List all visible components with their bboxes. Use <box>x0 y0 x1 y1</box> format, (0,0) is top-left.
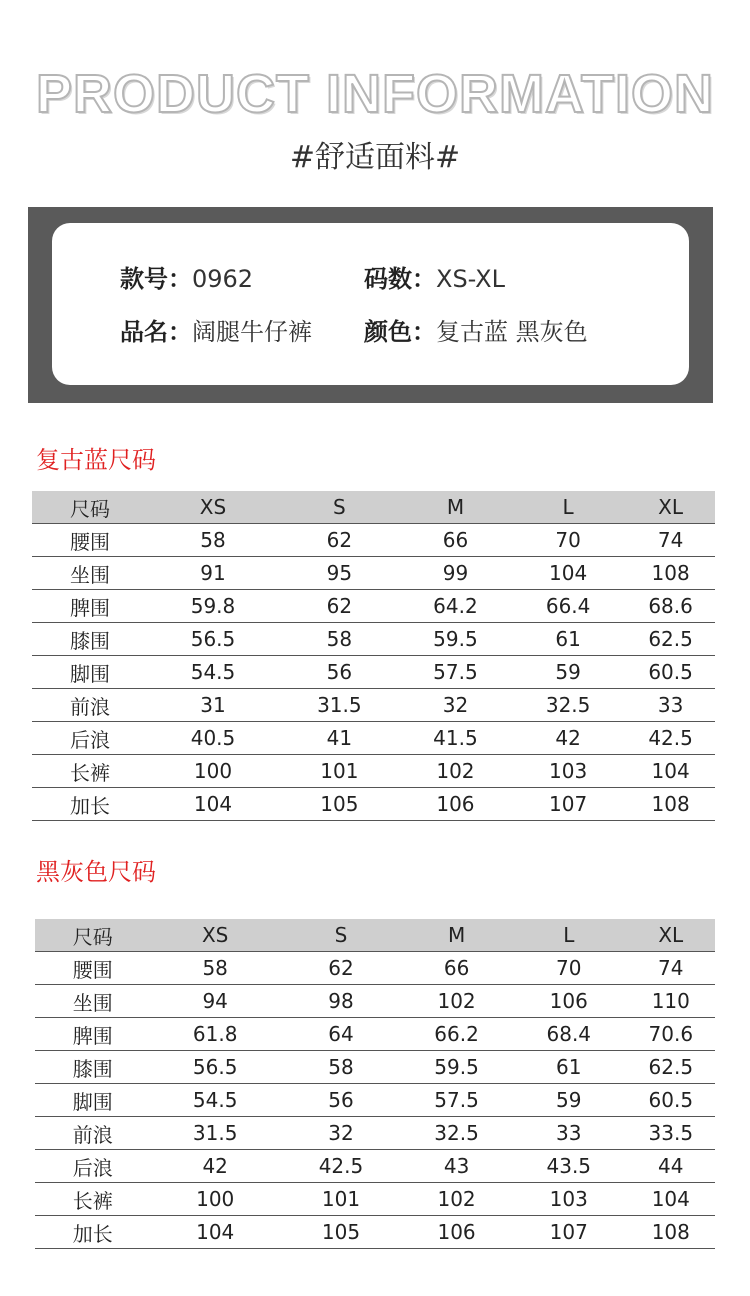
size-range <box>364 263 505 295</box>
row-label: 前浪 <box>32 689 148 722</box>
table-cell: 66 <box>401 524 510 557</box>
table-row <box>32 557 715 590</box>
table-cell: 31 <box>148 689 278 722</box>
table-cell: 42 <box>510 722 626 755</box>
table-cell: 32 <box>401 689 510 722</box>
table-cell: 43 <box>402 1150 511 1183</box>
table-cell: 33 <box>626 689 715 722</box>
column-header: 尺码 <box>32 491 148 524</box>
table-cell: 107 <box>510 788 626 821</box>
table-cell: 104 <box>510 557 626 590</box>
table-cell: 58 <box>278 623 401 656</box>
size-range-value: XS-XL <box>436 265 505 293</box>
row-label: 脚围 <box>32 656 148 689</box>
table-cell: 61 <box>511 1051 627 1084</box>
row-label: 后浪 <box>35 1150 151 1183</box>
column-header: S <box>280 919 402 952</box>
table-cell: 59.5 <box>401 623 510 656</box>
table-cell: 110 <box>627 985 715 1018</box>
table-cell: 108 <box>626 557 715 590</box>
table-cell: 103 <box>510 755 626 788</box>
table-cell: 43.5 <box>511 1150 627 1183</box>
column-header: 尺码 <box>35 919 151 952</box>
style-number <box>120 263 253 295</box>
column-header: L <box>510 491 626 524</box>
row-label: 前浪 <box>35 1117 151 1150</box>
table-cell: 57.5 <box>402 1084 511 1117</box>
table-row <box>35 1150 715 1183</box>
table-cell: 32.5 <box>402 1117 511 1150</box>
table-cell: 102 <box>402 1183 511 1216</box>
table-cell: 62 <box>280 952 402 985</box>
table-row <box>35 1018 715 1051</box>
table-cell: 61 <box>510 623 626 656</box>
style-number-label: 款号： <box>120 265 192 293</box>
table-cell: 70 <box>510 524 626 557</box>
table-row <box>32 524 715 557</box>
column-header: XS <box>151 919 280 952</box>
table-cell: 56 <box>280 1084 402 1117</box>
table-cell: 58 <box>148 524 278 557</box>
table-cell: 60.5 <box>627 1084 715 1117</box>
table-row <box>35 1084 715 1117</box>
table-cell: 31.5 <box>151 1117 280 1150</box>
size-range-label: 码数： <box>364 265 436 293</box>
product-color <box>364 316 588 348</box>
table-cell: 102 <box>401 755 510 788</box>
table-row <box>32 689 715 722</box>
row-label: 膝围 <box>35 1051 151 1084</box>
table-cell: 107 <box>511 1216 627 1249</box>
row-label: 加长 <box>32 788 148 821</box>
column-header: M <box>401 491 510 524</box>
style-number-value: 0962 <box>192 265 254 293</box>
table-cell: 59 <box>510 656 626 689</box>
table-row <box>35 1183 715 1216</box>
table-cell: 70 <box>511 952 627 985</box>
table-cell: 32.5 <box>510 689 626 722</box>
table-cell: 104 <box>151 1216 280 1249</box>
table-row <box>35 1216 715 1249</box>
table-row <box>32 755 715 788</box>
row-label: 长裤 <box>32 755 148 788</box>
table-cell: 33.5 <box>627 1117 715 1150</box>
table-cell: 64 <box>280 1018 402 1051</box>
table-cell: 105 <box>280 1216 402 1249</box>
table-cell: 56.5 <box>148 623 278 656</box>
table-cell: 56 <box>278 656 401 689</box>
table-row <box>32 722 715 755</box>
table-cell: 68.6 <box>626 590 715 623</box>
table-cell: 70.6 <box>627 1018 715 1051</box>
table-row <box>35 1117 715 1150</box>
row-label: 脾围 <box>35 1018 151 1051</box>
size-table-black-gray <box>35 919 715 1249</box>
table-cell: 106 <box>402 1216 511 1249</box>
table-cell: 64.2 <box>401 590 510 623</box>
row-label: 坐围 <box>32 557 148 590</box>
table-cell: 62.5 <box>627 1051 715 1084</box>
section-title-vintage-blue: 复古蓝尺码 <box>36 446 156 474</box>
table-row <box>32 623 715 656</box>
table-cell: 33 <box>511 1117 627 1150</box>
column-header: M <box>402 919 511 952</box>
table-cell: 74 <box>626 524 715 557</box>
table-cell: 62 <box>278 524 401 557</box>
table-cell: 31.5 <box>278 689 401 722</box>
table-cell: 41 <box>278 722 401 755</box>
table-cell: 106 <box>511 985 627 1018</box>
table-cell: 44 <box>627 1150 715 1183</box>
table-cell: 66 <box>402 952 511 985</box>
banner-title: PRODUCT INFORMATION <box>36 64 714 124</box>
table-row <box>32 656 715 689</box>
table-cell: 42 <box>151 1150 280 1183</box>
row-label: 腰围 <box>32 524 148 557</box>
page-subtitle: #舒适面料# <box>289 140 461 175</box>
product-info-frame <box>28 207 713 403</box>
table-cell: 104 <box>627 1183 715 1216</box>
table-cell: 101 <box>278 755 401 788</box>
table-cell: 104 <box>148 788 278 821</box>
table-cell: 62 <box>278 590 401 623</box>
table-header-row <box>35 919 715 952</box>
table-cell: 42.5 <box>626 722 715 755</box>
table-cell: 62.5 <box>626 623 715 656</box>
product-info-card <box>52 223 689 385</box>
table-cell: 91 <box>148 557 278 590</box>
table-row <box>32 590 715 623</box>
table-cell: 95 <box>278 557 401 590</box>
table-cell: 61.8 <box>151 1018 280 1051</box>
table-cell: 94 <box>151 985 280 1018</box>
table-cell: 59.8 <box>148 590 278 623</box>
table-cell: 102 <box>402 985 511 1018</box>
column-header: XS <box>148 491 278 524</box>
row-label: 脚围 <box>35 1084 151 1117</box>
row-label: 加长 <box>35 1216 151 1249</box>
table-cell: 59 <box>511 1084 627 1117</box>
table-cell: 106 <box>401 788 510 821</box>
table-cell: 100 <box>148 755 278 788</box>
table-row <box>35 1051 715 1084</box>
size-table-vintage-blue <box>32 491 715 821</box>
table-cell: 54.5 <box>148 656 278 689</box>
column-header: XL <box>627 919 715 952</box>
table-cell: 68.4 <box>511 1018 627 1051</box>
table-row <box>35 985 715 1018</box>
row-label: 脾围 <box>32 590 148 623</box>
table-cell: 108 <box>626 788 715 821</box>
table-cell: 98 <box>280 985 402 1018</box>
table-cell: 104 <box>626 755 715 788</box>
product-name-label: 品名： <box>120 318 192 346</box>
row-label: 腰围 <box>35 952 151 985</box>
table-cell: 108 <box>627 1216 715 1249</box>
table-cell: 58 <box>151 952 280 985</box>
table-row <box>32 788 715 821</box>
column-header: XL <box>626 491 715 524</box>
table-cell: 99 <box>401 557 510 590</box>
table-cell: 56.5 <box>151 1051 280 1084</box>
row-label: 坐围 <box>35 985 151 1018</box>
product-name-value: 阔腿牛仔裤 <box>192 318 312 346</box>
table-cell: 32 <box>280 1117 402 1150</box>
table-cell: 59.5 <box>402 1051 511 1084</box>
product-color-label: 颜色： <box>364 318 436 346</box>
table-cell: 57.5 <box>401 656 510 689</box>
table-cell: 105 <box>278 788 401 821</box>
section-title-black-gray: 黑灰色尺码 <box>36 858 156 886</box>
table-cell: 40.5 <box>148 722 278 755</box>
table-cell: 101 <box>280 1183 402 1216</box>
table-cell: 100 <box>151 1183 280 1216</box>
table-cell: 42.5 <box>280 1150 402 1183</box>
row-label: 长裤 <box>35 1183 151 1216</box>
table-cell: 41.5 <box>401 722 510 755</box>
table-cell: 66.2 <box>402 1018 511 1051</box>
table-cell: 60.5 <box>626 656 715 689</box>
column-header: L <box>511 919 627 952</box>
table-cell: 54.5 <box>151 1084 280 1117</box>
table-header-row <box>32 491 715 524</box>
row-label: 膝围 <box>32 623 148 656</box>
table-cell: 103 <box>511 1183 627 1216</box>
product-name <box>120 316 312 348</box>
row-label: 后浪 <box>32 722 148 755</box>
table-cell: 58 <box>280 1051 402 1084</box>
product-color-value: 复古蓝 黑灰色 <box>436 318 588 346</box>
column-header: S <box>278 491 401 524</box>
table-row <box>35 952 715 985</box>
table-cell: 74 <box>627 952 715 985</box>
table-cell: 66.4 <box>510 590 626 623</box>
